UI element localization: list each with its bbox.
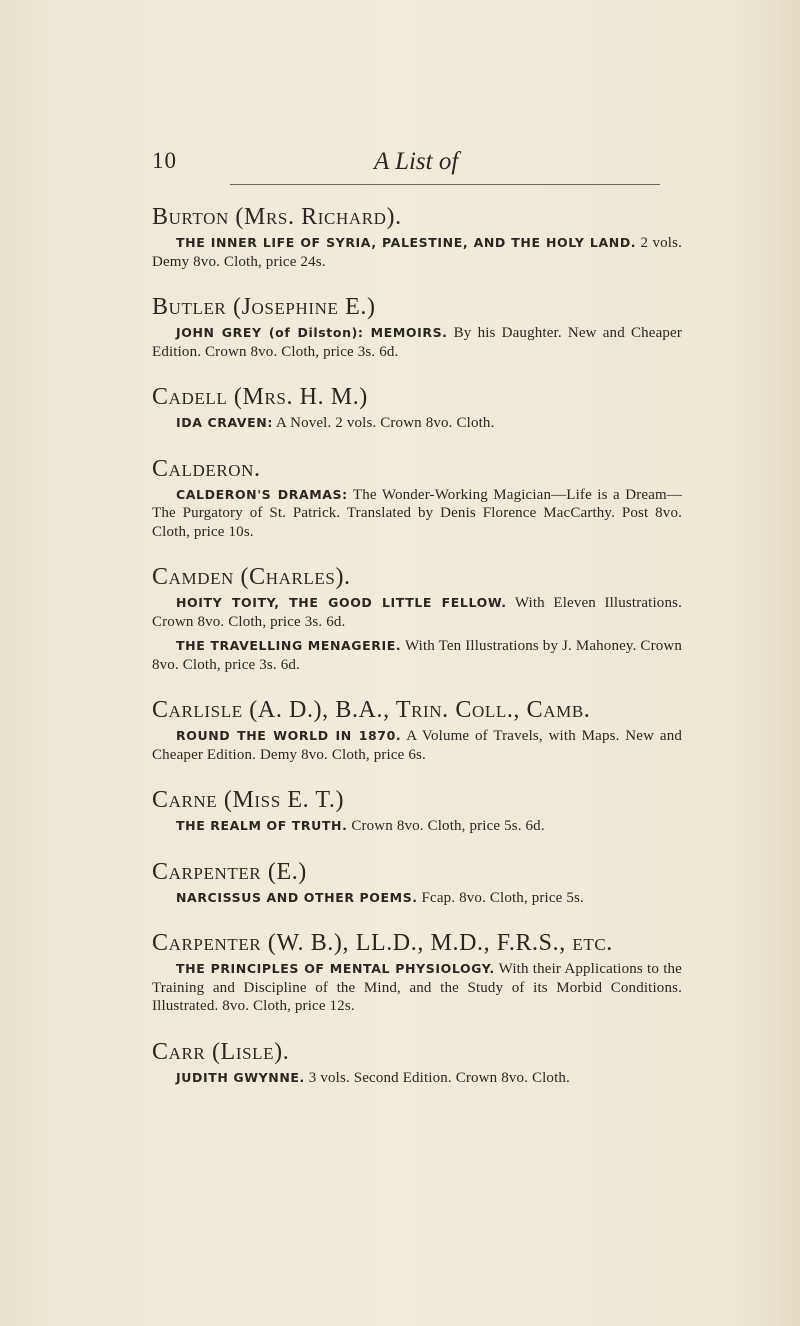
entry-author: Carne (Miss E. T.): [152, 787, 345, 813]
catalogue-entry: [152, 1038, 682, 1088]
catalogue-entry: [152, 203, 682, 271]
book-details: The Wonder-Working Magician—Life is a Dream—The Purgatory of St. Patrick. Translated by Denis Florence MacCarthy. Post 8vo. Cloth, price 10s.: [152, 486, 682, 540]
entry-description: [152, 594, 682, 631]
entry-description: [152, 486, 682, 542]
book-title: ROUND THE WORLD IN 1870.: [176, 728, 402, 743]
catalogue-entry: [152, 786, 682, 836]
entry-author: Cadell (Mrs. H. M.): [152, 384, 368, 410]
catalogue-entry: [152, 563, 682, 674]
book-details: Fcap. 8vo. Cloth, price 5s.: [417, 889, 584, 906]
entry-description: [152, 960, 682, 1016]
catalogue-entry: [152, 455, 682, 542]
entry-author: Carr (Lisle).: [152, 1038, 290, 1065]
entry-description: [152, 637, 682, 674]
entry-author: Camden (Charles).: [152, 564, 351, 590]
book-details: 2 vols. Demy 8vo. Cloth, price 24s.: [152, 235, 682, 270]
catalogue-entry: [152, 929, 682, 1016]
running-title: A List of: [374, 148, 459, 175]
book-title: HOITY TOITY, THE GOOD LITTLE FELLOW.: [176, 595, 507, 610]
book-details: By his Daughter. New and Cheaper Edition. Crown 8vo. Cloth, price 3s. 6d.: [152, 325, 682, 360]
catalogue-entry: [152, 293, 682, 361]
book-details: With Ten Illustrations by J. Mahoney. Crown 8vo. Cloth, price 3s. 6d.: [152, 638, 683, 673]
book-title: JUDITH GWYNNE.: [176, 1069, 305, 1085]
book-details: 3 vols. Second Edition. Crown 8vo. Cloth.: [304, 1069, 570, 1086]
entry-description: [152, 1069, 682, 1088]
book-title: JOHN GREY (of Dilston): MEMOIRS.: [176, 325, 448, 340]
catalogue-entry: [152, 696, 682, 764]
book-title: NARCISSUS AND OTHER POEMS.: [176, 889, 418, 905]
entry-description: [152, 727, 682, 764]
book-details: With Eleven Illustrations. Crown 8vo. Cloth, price 3s. 6d.: [152, 595, 682, 630]
entry-author: Carpenter (E.): [152, 858, 307, 885]
catalogue-entry: [152, 383, 682, 433]
entry-description: [152, 414, 682, 433]
entry-description: [152, 234, 682, 271]
entry-author: Burton (Mrs. Richard).: [152, 204, 402, 230]
entry-author: Butler (Josephine E.): [152, 294, 376, 320]
book-title: IDA CRAVEN:: [176, 415, 273, 430]
entry-author: Carlisle (A. D.), B.A., Trin. Coll., Camb.: [152, 697, 591, 723]
book-details: A Volume of Travels, with Maps. New and Cheaper Edition. Demy 8vo. Cloth, price 6s.: [152, 728, 682, 763]
entry-description: [152, 817, 682, 836]
catalogue-entry: [152, 858, 682, 908]
book-title: THE REALM OF TRUTH.: [176, 818, 348, 833]
book-details: Crown 8vo. Cloth, price 5s. 6d.: [347, 818, 545, 834]
header-rule: [230, 184, 660, 185]
entry-author: Carpenter (W. B.), LL.D., M.D., F.R.S., etc.: [152, 930, 613, 956]
book-title: THE INNER LIFE OF SYRIA, PALESTINE, AND THE HOLY LAND.: [176, 235, 637, 250]
page-number: 10: [152, 148, 177, 173]
book-title: THE PRINCIPLES OF MENTAL PHYSIOLOGY.: [176, 961, 495, 976]
entry-author: Calderon.: [152, 455, 261, 482]
book-title: CALDERON'S DRAMAS:: [176, 486, 348, 502]
entry-description: [152, 889, 682, 908]
entry-description: [152, 324, 682, 361]
book-details: A Novel. 2 vols. Crown 8vo. Cloth.: [272, 415, 495, 431]
book-details: With their Applications to the Training and Discipline of the Mind, and the Study of its Morbid Conditions. Illustrated. 8vo. Cloth, price 12s.: [152, 961, 682, 1014]
catalogue-list: [152, 203, 682, 1109]
running-head: [152, 148, 672, 188]
book-title: THE TRAVELLING MENAGERIE.: [176, 638, 402, 653]
